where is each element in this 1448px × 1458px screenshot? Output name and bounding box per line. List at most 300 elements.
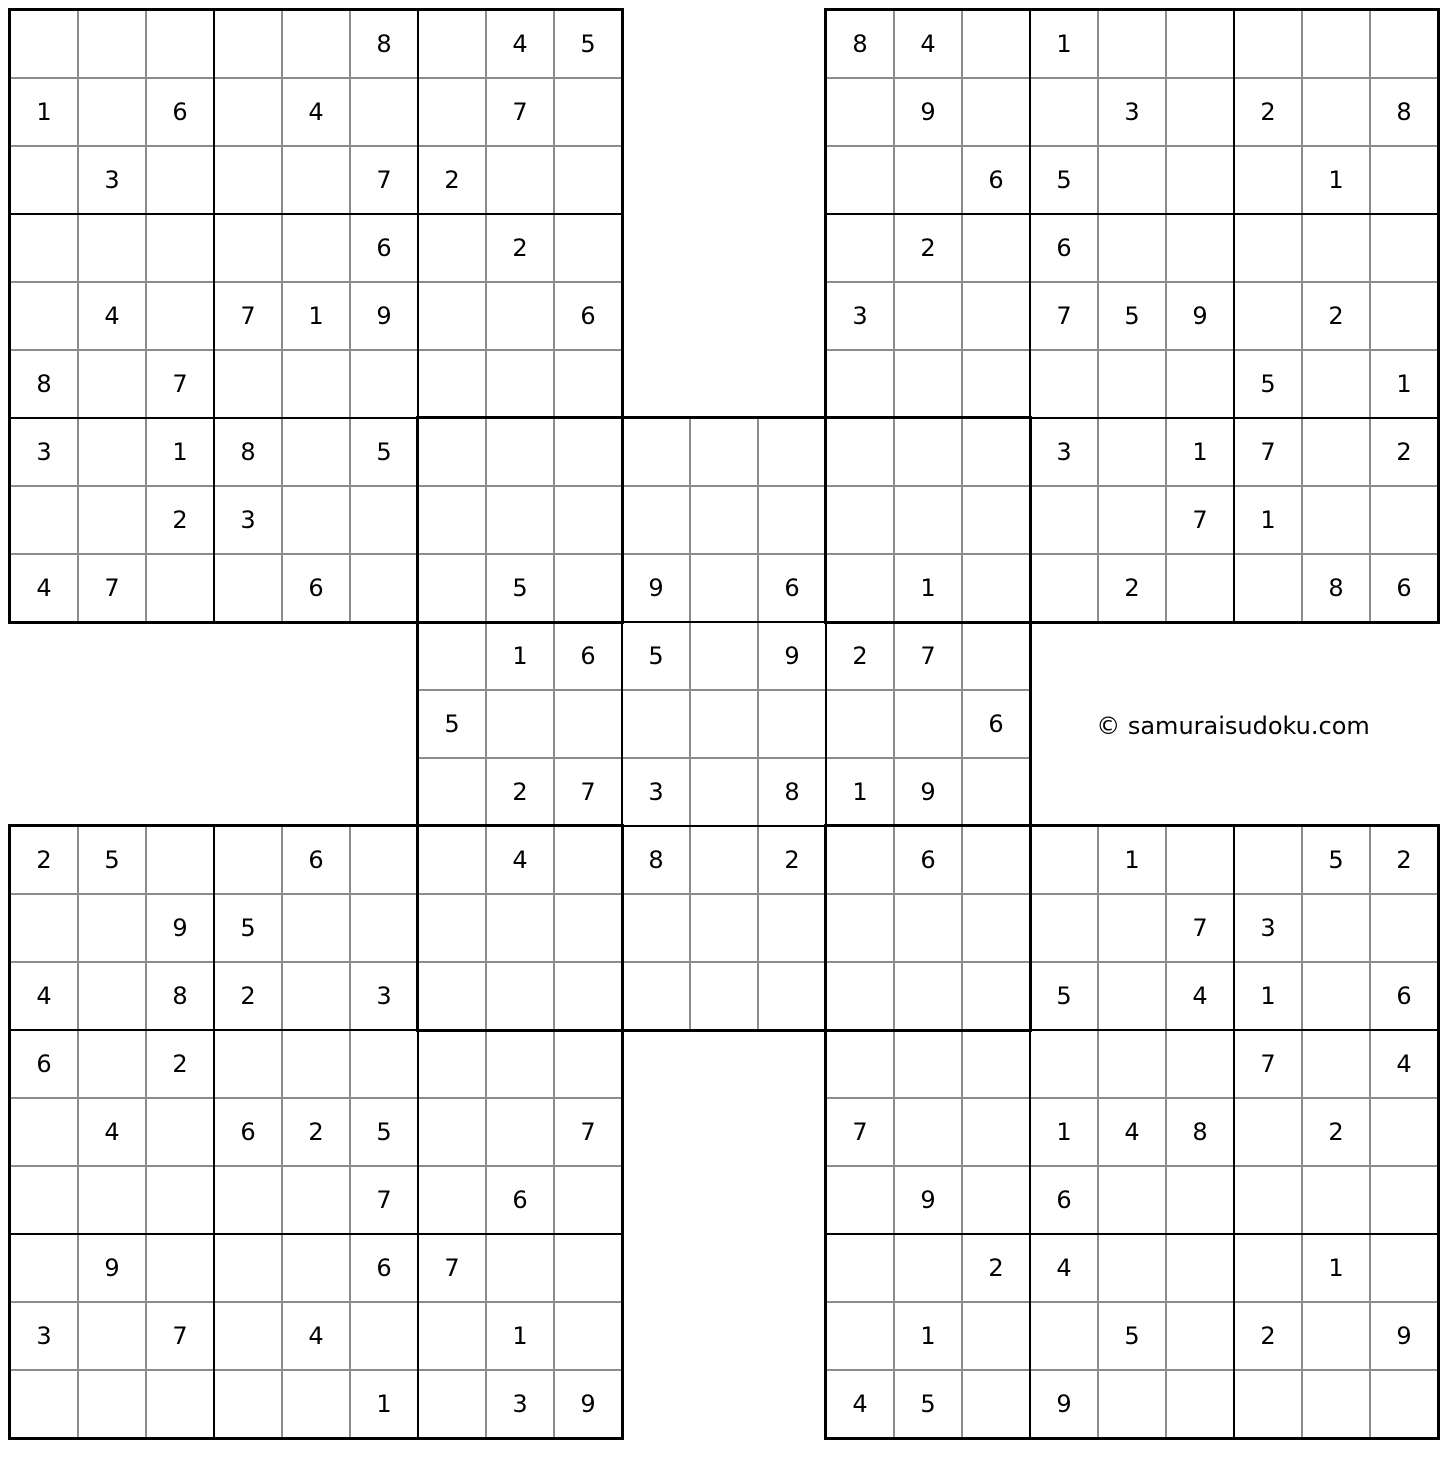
sudoku-cell[interactable] [1098,1370,1166,1438]
sudoku-cell[interactable] [282,10,350,78]
sudoku-cell[interactable] [1370,1370,1438,1438]
sudoku-cell[interactable] [1234,1234,1302,1302]
sudoku-cell[interactable] [554,78,622,146]
sudoku-cell[interactable]: 4 [1370,1030,1438,1098]
sudoku-cell[interactable]: 2 [1098,554,1166,622]
sudoku-cell[interactable] [690,690,758,758]
sudoku-cell[interactable] [486,894,554,962]
sudoku-cell[interactable]: 6 [350,214,418,282]
sudoku-cell[interactable] [486,1030,554,1098]
sudoku-cell[interactable]: 5 [1234,350,1302,418]
sudoku-cell[interactable] [78,214,146,282]
sudoku-cell[interactable] [1166,214,1234,282]
sudoku-cell[interactable] [78,1302,146,1370]
sudoku-cell[interactable] [146,1098,214,1166]
sudoku-cell[interactable] [1166,554,1234,622]
sudoku-cell[interactable] [1302,1030,1370,1098]
sudoku-cell[interactable] [554,146,622,214]
sudoku-cell[interactable]: 4 [78,1098,146,1166]
sudoku-cell[interactable]: 1 [1234,486,1302,554]
sudoku-cell[interactable] [962,894,1030,962]
sudoku-cell[interactable] [146,10,214,78]
sudoku-cell[interactable]: 8 [146,962,214,1030]
sudoku-cell[interactable] [282,1030,350,1098]
sudoku-cell[interactable] [826,1030,894,1098]
sudoku-cell[interactable] [418,78,486,146]
sudoku-cell[interactable] [1234,826,1302,894]
sudoku-cell[interactable]: 1 [826,758,894,826]
sudoku-cell[interactable]: 7 [78,554,146,622]
sudoku-cell[interactable]: 6 [554,622,622,690]
sudoku-cell[interactable]: 7 [1166,894,1234,962]
sudoku-cell[interactable] [1302,418,1370,486]
sudoku-cell[interactable] [962,418,1030,486]
sudoku-cell[interactable] [78,1370,146,1438]
sudoku-cell[interactable] [894,146,962,214]
sudoku-cell[interactable] [826,554,894,622]
sudoku-cell[interactable] [1302,1166,1370,1234]
sudoku-cell[interactable] [146,146,214,214]
sudoku-cell[interactable] [78,1166,146,1234]
sudoku-cell[interactable]: 3 [1030,418,1098,486]
sudoku-cell[interactable] [1098,418,1166,486]
sudoku-cell[interactable]: 9 [622,554,690,622]
sudoku-cell[interactable] [146,214,214,282]
sudoku-cell[interactable] [962,758,1030,826]
sudoku-cell[interactable] [78,486,146,554]
sudoku-cell[interactable] [78,10,146,78]
sudoku-cell[interactable]: 7 [554,758,622,826]
sudoku-cell[interactable] [554,214,622,282]
sudoku-cell[interactable] [826,486,894,554]
sudoku-cell[interactable] [1166,10,1234,78]
sudoku-cell[interactable] [826,1302,894,1370]
sudoku-cell[interactable] [1098,486,1166,554]
sudoku-cell[interactable] [554,962,622,1030]
sudoku-cell[interactable]: 5 [1030,962,1098,1030]
sudoku-cell[interactable] [758,418,826,486]
sudoku-cell[interactable]: 1 [10,78,78,146]
sudoku-cell[interactable]: 7 [554,1098,622,1166]
sudoku-cell[interactable] [1234,1370,1302,1438]
sudoku-cell[interactable]: 2 [1302,282,1370,350]
sudoku-cell[interactable] [282,418,350,486]
sudoku-cell[interactable] [1166,1234,1234,1302]
sudoku-cell[interactable]: 7 [894,622,962,690]
sudoku-cell[interactable]: 7 [486,78,554,146]
sudoku-cell[interactable] [486,486,554,554]
sudoku-cell[interactable]: 6 [1030,214,1098,282]
sudoku-cell[interactable]: 8 [214,418,282,486]
sudoku-cell[interactable] [418,894,486,962]
sudoku-cell[interactable] [1166,826,1234,894]
sudoku-cell[interactable]: 5 [554,10,622,78]
sudoku-cell[interactable] [1030,554,1098,622]
sudoku-cell[interactable] [418,1098,486,1166]
sudoku-cell[interactable]: 7 [1166,486,1234,554]
sudoku-cell[interactable] [214,146,282,214]
sudoku-cell[interactable]: 2 [1370,826,1438,894]
sudoku-cell[interactable] [1370,1098,1438,1166]
sudoku-cell[interactable]: 3 [10,418,78,486]
sudoku-cell[interactable] [214,214,282,282]
sudoku-cell[interactable]: 3 [10,1302,78,1370]
sudoku-cell[interactable] [554,554,622,622]
sudoku-cell[interactable]: 3 [350,962,418,1030]
sudoku-cell[interactable]: 8 [1370,78,1438,146]
sudoku-cell[interactable] [1234,1098,1302,1166]
sudoku-cell[interactable]: 1 [282,282,350,350]
sudoku-cell[interactable] [1166,78,1234,146]
sudoku-cell[interactable] [146,554,214,622]
sudoku-cell[interactable] [962,78,1030,146]
sudoku-cell[interactable]: 2 [418,146,486,214]
sudoku-cell[interactable] [1098,1234,1166,1302]
sudoku-cell[interactable] [418,758,486,826]
sudoku-cell[interactable] [1370,214,1438,282]
sudoku-cell[interactable] [826,418,894,486]
sudoku-cell[interactable] [962,622,1030,690]
sudoku-cell[interactable] [418,1302,486,1370]
sudoku-cell[interactable] [418,1166,486,1234]
sudoku-cell[interactable]: 5 [486,554,554,622]
sudoku-cell[interactable] [962,554,1030,622]
sudoku-cell[interactable]: 1 [1302,146,1370,214]
sudoku-cell[interactable] [758,894,826,962]
sudoku-cell[interactable]: 5 [1098,1302,1166,1370]
sudoku-cell[interactable] [894,282,962,350]
sudoku-cell[interactable] [214,826,282,894]
sudoku-cell[interactable]: 9 [758,622,826,690]
sudoku-cell[interactable] [690,418,758,486]
sudoku-cell[interactable] [1098,1166,1166,1234]
sudoku-cell[interactable]: 7 [1234,1030,1302,1098]
sudoku-cell[interactable]: 4 [894,10,962,78]
sudoku-cell[interactable]: 7 [1030,282,1098,350]
sudoku-cell[interactable] [10,146,78,214]
sudoku-cell[interactable] [1302,1370,1370,1438]
sudoku-cell[interactable] [1302,962,1370,1030]
sudoku-cell[interactable] [418,10,486,78]
sudoku-cell[interactable]: 4 [1166,962,1234,1030]
sudoku-cell[interactable] [282,214,350,282]
sudoku-cell[interactable]: 4 [78,282,146,350]
sudoku-cell[interactable] [350,826,418,894]
sudoku-cell[interactable]: 8 [1166,1098,1234,1166]
sudoku-cell[interactable] [894,962,962,1030]
sudoku-cell[interactable] [758,690,826,758]
sudoku-cell[interactable]: 6 [1370,962,1438,1030]
sudoku-cell[interactable] [78,350,146,418]
sudoku-cell[interactable] [1370,282,1438,350]
sudoku-cell[interactable] [214,554,282,622]
sudoku-cell[interactable]: 8 [10,350,78,418]
sudoku-cell[interactable] [826,690,894,758]
sudoku-cell[interactable]: 7 [146,1302,214,1370]
sudoku-cell[interactable]: 4 [282,78,350,146]
sudoku-cell[interactable] [10,1098,78,1166]
sudoku-cell[interactable] [894,1098,962,1166]
sudoku-cell[interactable] [1302,350,1370,418]
sudoku-cell[interactable] [622,962,690,1030]
sudoku-cell[interactable]: 1 [350,1370,418,1438]
sudoku-cell[interactable] [962,1166,1030,1234]
sudoku-cell[interactable] [894,894,962,962]
sudoku-cell[interactable]: 6 [350,1234,418,1302]
sudoku-cell[interactable] [894,418,962,486]
sudoku-cell[interactable] [214,1166,282,1234]
sudoku-cell[interactable] [1302,10,1370,78]
sudoku-cell[interactable]: 6 [282,826,350,894]
sudoku-cell[interactable] [554,894,622,962]
sudoku-cell[interactable] [350,486,418,554]
sudoku-cell[interactable] [690,894,758,962]
sudoku-cell[interactable]: 6 [1030,1166,1098,1234]
sudoku-cell[interactable] [146,282,214,350]
sudoku-cell[interactable] [486,282,554,350]
sudoku-cell[interactable] [1098,10,1166,78]
sudoku-cell[interactable]: 5 [78,826,146,894]
sudoku-cell[interactable] [146,1166,214,1234]
sudoku-cell[interactable] [282,1166,350,1234]
sudoku-cell[interactable] [78,418,146,486]
sudoku-cell[interactable] [1030,78,1098,146]
sudoku-cell[interactable] [146,1370,214,1438]
sudoku-cell[interactable] [826,1166,894,1234]
sudoku-cell[interactable] [418,962,486,1030]
sudoku-cell[interactable] [486,690,554,758]
sudoku-cell[interactable]: 6 [1370,554,1438,622]
sudoku-cell[interactable] [1166,1370,1234,1438]
sudoku-cell[interactable] [690,758,758,826]
sudoku-cell[interactable] [350,554,418,622]
sudoku-cell[interactable]: 7 [1234,418,1302,486]
sudoku-cell[interactable] [690,486,758,554]
sudoku-cell[interactable] [1098,146,1166,214]
sudoku-cell[interactable]: 2 [146,1030,214,1098]
sudoku-cell[interactable]: 5 [214,894,282,962]
sudoku-cell[interactable] [554,690,622,758]
sudoku-cell[interactable] [146,826,214,894]
sudoku-cell[interactable] [962,962,1030,1030]
sudoku-cell[interactable] [1166,350,1234,418]
sudoku-cell[interactable]: 4 [282,1302,350,1370]
sudoku-cell[interactable] [214,1302,282,1370]
sudoku-cell[interactable] [1370,10,1438,78]
sudoku-cell[interactable] [554,826,622,894]
sudoku-cell[interactable] [10,1166,78,1234]
sudoku-cell[interactable]: 5 [894,1370,962,1438]
sudoku-cell[interactable] [1098,1030,1166,1098]
sudoku-cell[interactable]: 3 [826,282,894,350]
sudoku-cell[interactable] [826,78,894,146]
sudoku-cell[interactable] [894,690,962,758]
sudoku-cell[interactable] [1166,146,1234,214]
sudoku-cell[interactable] [690,622,758,690]
sudoku-cell[interactable]: 1 [1166,418,1234,486]
sudoku-cell[interactable] [418,282,486,350]
sudoku-cell[interactable]: 5 [350,1098,418,1166]
sudoku-cell[interactable] [214,1030,282,1098]
sudoku-cell[interactable] [1234,214,1302,282]
sudoku-cell[interactable] [350,350,418,418]
sudoku-cell[interactable] [962,214,1030,282]
sudoku-cell[interactable] [214,1234,282,1302]
sudoku-cell[interactable]: 4 [10,554,78,622]
sudoku-cell[interactable] [554,1030,622,1098]
sudoku-cell[interactable]: 4 [486,826,554,894]
sudoku-cell[interactable] [1030,894,1098,962]
sudoku-cell[interactable]: 3 [486,1370,554,1438]
sudoku-cell[interactable] [622,690,690,758]
sudoku-cell[interactable]: 9 [1370,1302,1438,1370]
sudoku-cell[interactable] [282,894,350,962]
sudoku-cell[interactable]: 2 [962,1234,1030,1302]
sudoku-cell[interactable] [758,486,826,554]
sudoku-cell[interactable] [10,10,78,78]
sudoku-cell[interactable] [350,78,418,146]
sudoku-cell[interactable] [1234,554,1302,622]
sudoku-cell[interactable]: 6 [282,554,350,622]
sudoku-cell[interactable] [1302,1302,1370,1370]
sudoku-cell[interactable]: 4 [1030,1234,1098,1302]
sudoku-cell[interactable]: 9 [78,1234,146,1302]
sudoku-cell[interactable]: 3 [214,486,282,554]
sudoku-cell[interactable] [690,826,758,894]
sudoku-cell[interactable] [1302,486,1370,554]
sudoku-cell[interactable] [214,10,282,78]
sudoku-cell[interactable]: 2 [1234,78,1302,146]
sudoku-cell[interactable] [894,1234,962,1302]
sudoku-cell[interactable]: 3 [1098,78,1166,146]
sudoku-cell[interactable] [418,350,486,418]
sudoku-cell[interactable]: 1 [146,418,214,486]
sudoku-cell[interactable] [1302,894,1370,962]
sudoku-cell[interactable]: 2 [1370,418,1438,486]
sudoku-cell[interactable] [418,554,486,622]
sudoku-cell[interactable] [214,78,282,146]
sudoku-cell[interactable]: 7 [418,1234,486,1302]
sudoku-cell[interactable]: 2 [1302,1098,1370,1166]
sudoku-cell[interactable] [554,350,622,418]
sudoku-cell[interactable]: 9 [894,1166,962,1234]
sudoku-cell[interactable] [894,1030,962,1098]
sudoku-cell[interactable]: 1 [1234,962,1302,1030]
sudoku-cell[interactable] [78,962,146,1030]
sudoku-cell[interactable] [962,1098,1030,1166]
sudoku-cell[interactable]: 1 [1030,10,1098,78]
sudoku-cell[interactable] [962,826,1030,894]
sudoku-cell[interactable]: 2 [1234,1302,1302,1370]
sudoku-cell[interactable] [418,826,486,894]
sudoku-cell[interactable]: 6 [486,1166,554,1234]
sudoku-cell[interactable] [10,214,78,282]
sudoku-cell[interactable]: 2 [826,622,894,690]
sudoku-cell[interactable]: 2 [214,962,282,1030]
sudoku-cell[interactable] [282,1370,350,1438]
sudoku-cell[interactable]: 2 [894,214,962,282]
sudoku-cell[interactable]: 5 [622,622,690,690]
sudoku-cell[interactable] [894,486,962,554]
sudoku-cell[interactable] [350,894,418,962]
sudoku-cell[interactable] [1166,1030,1234,1098]
sudoku-cell[interactable] [282,1234,350,1302]
sudoku-cell[interactable]: 1 [1030,1098,1098,1166]
sudoku-cell[interactable] [10,486,78,554]
sudoku-cell[interactable] [1098,894,1166,962]
sudoku-cell[interactable] [350,1030,418,1098]
sudoku-cell[interactable] [78,78,146,146]
sudoku-cell[interactable] [962,1370,1030,1438]
sudoku-cell[interactable] [486,1234,554,1302]
sudoku-cell[interactable] [622,418,690,486]
sudoku-cell[interactable] [1370,894,1438,962]
sudoku-cell[interactable]: 1 [1098,826,1166,894]
sudoku-cell[interactable] [10,282,78,350]
sudoku-cell[interactable] [962,1302,1030,1370]
sudoku-cell[interactable]: 1 [486,622,554,690]
sudoku-cell[interactable] [622,486,690,554]
sudoku-cell[interactable] [962,282,1030,350]
sudoku-cell[interactable] [146,1234,214,1302]
sudoku-cell[interactable] [1098,962,1166,1030]
sudoku-cell[interactable]: 5 [1030,146,1098,214]
sudoku-cell[interactable] [78,894,146,962]
sudoku-cell[interactable] [418,1370,486,1438]
sudoku-cell[interactable] [554,1302,622,1370]
sudoku-cell[interactable]: 3 [622,758,690,826]
sudoku-cell[interactable] [1302,214,1370,282]
sudoku-cell[interactable]: 8 [622,826,690,894]
sudoku-cell[interactable]: 9 [894,78,962,146]
sudoku-cell[interactable] [1370,1234,1438,1302]
sudoku-cell[interactable] [486,146,554,214]
sudoku-cell[interactable]: 2 [486,758,554,826]
sudoku-cell[interactable]: 2 [486,214,554,282]
sudoku-cell[interactable] [826,214,894,282]
sudoku-cell[interactable] [1234,1166,1302,1234]
sudoku-cell[interactable] [486,1098,554,1166]
sudoku-cell[interactable] [1166,1166,1234,1234]
sudoku-cell[interactable]: 1 [1370,350,1438,418]
sudoku-cell[interactable] [554,486,622,554]
sudoku-cell[interactable] [1234,282,1302,350]
sudoku-cell[interactable]: 6 [214,1098,282,1166]
sudoku-cell[interactable] [282,146,350,214]
sudoku-cell[interactable]: 9 [554,1370,622,1438]
sudoku-cell[interactable] [1098,214,1166,282]
sudoku-cell[interactable]: 4 [10,962,78,1030]
sudoku-cell[interactable] [758,962,826,1030]
sudoku-cell[interactable] [1302,78,1370,146]
sudoku-cell[interactable] [826,894,894,962]
sudoku-cell[interactable]: 6 [962,146,1030,214]
sudoku-cell[interactable] [554,418,622,486]
sudoku-cell[interactable] [1098,350,1166,418]
sudoku-cell[interactable]: 5 [1302,826,1370,894]
sudoku-cell[interactable]: 2 [10,826,78,894]
sudoku-cell[interactable] [10,1234,78,1302]
sudoku-cell[interactable] [418,622,486,690]
sudoku-cell[interactable] [690,962,758,1030]
sudoku-cell[interactable] [486,350,554,418]
sudoku-cell[interactable] [690,554,758,622]
sudoku-cell[interactable]: 2 [758,826,826,894]
sudoku-cell[interactable]: 3 [1234,894,1302,962]
sudoku-cell[interactable] [282,350,350,418]
sudoku-cell[interactable]: 4 [486,10,554,78]
sudoku-cell[interactable]: 1 [894,554,962,622]
